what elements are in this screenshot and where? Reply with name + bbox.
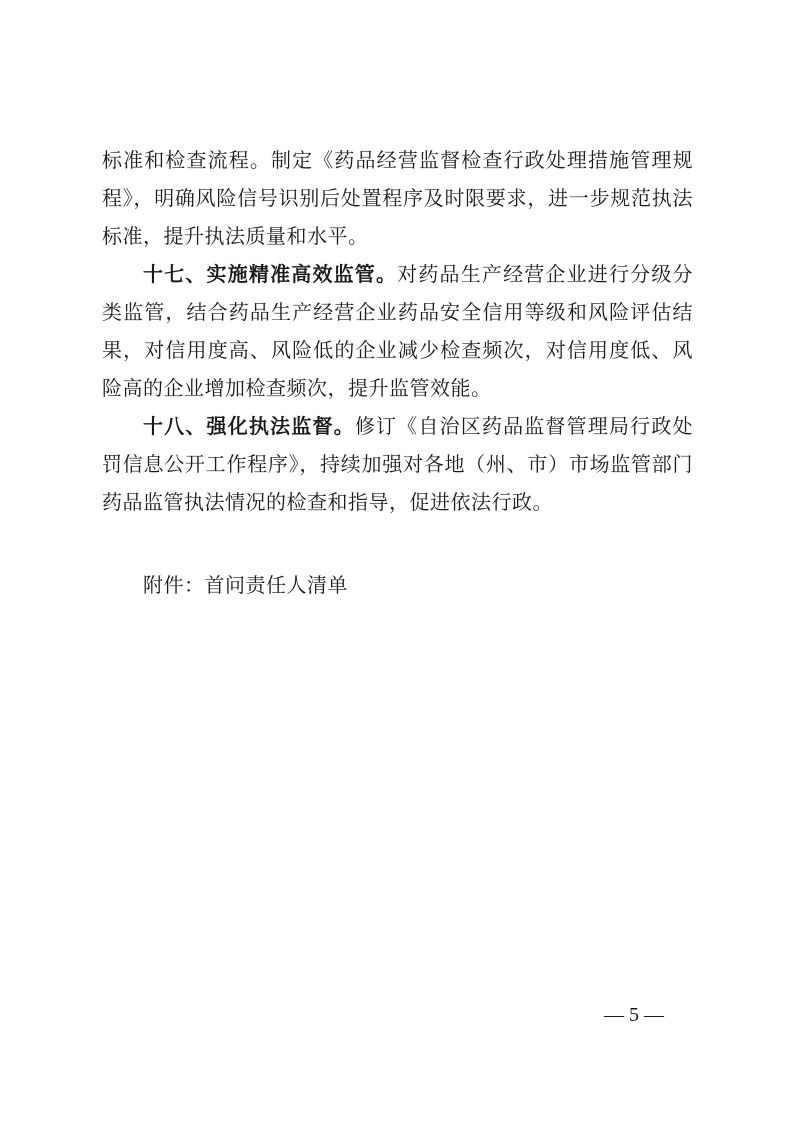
paragraph-item-18 bbox=[102, 407, 693, 521]
paragraph-inspection-standards: 标准和检查流程。制定《药品经营监督检查行政处理措施管理规程》，明确风险信号识别后处置程序及时限要求，进一步规范执法标准，提升执法质量和水平。 bbox=[102, 148, 693, 248]
item-17-heading: 十七、实施精准高效监管。 bbox=[143, 262, 398, 286]
paragraph-item-17 bbox=[102, 255, 693, 407]
document-body bbox=[102, 141, 693, 521]
item-18-body: 修订《自治区药品监督管理局行政处罚信息公开工作程序》，持续加强对各地（州、市）市场监管部门药品监管执法情况的检查和指导，促进依法行政。 bbox=[102, 414, 694, 514]
attachment-line: 附件：首问责任人清单 bbox=[143, 573, 348, 597]
item-18-heading: 十八、强化执法监督。 bbox=[143, 414, 355, 438]
item-17-body: 对药品生产经营企业进行分级分类监管，结合药品生产经营企业药品安全信用等级和风险评估结果，对信用度高、风险低的企业减少检查频次，对信用度低、风险高的企业增加检查频次，提升监管效能。 bbox=[102, 262, 694, 400]
page-number: — 5 — bbox=[604, 1004, 664, 1026]
